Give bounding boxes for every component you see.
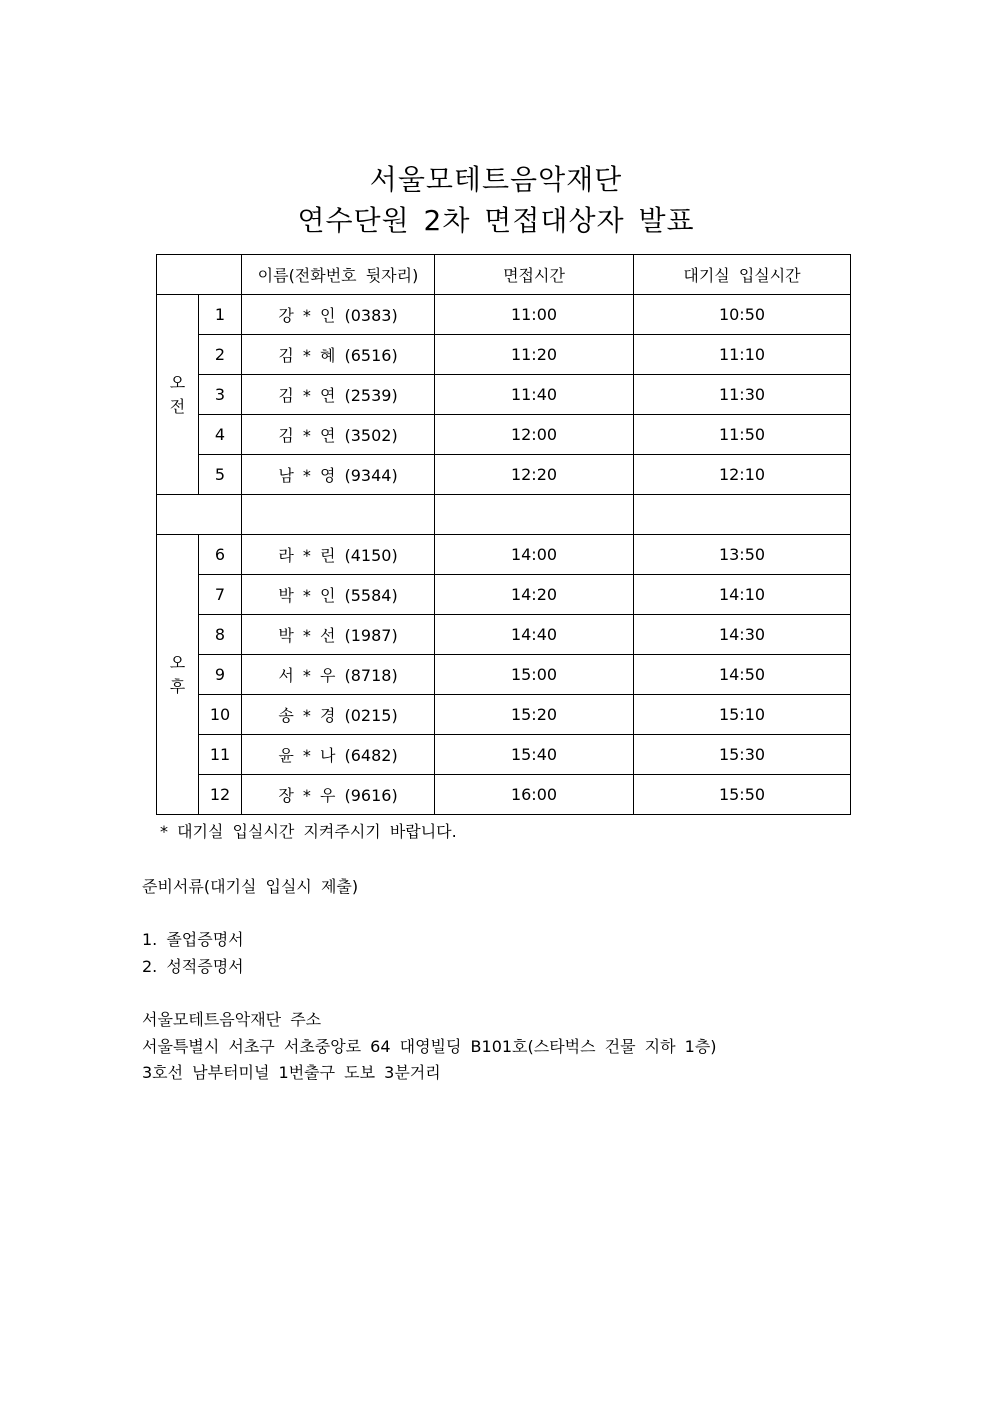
waiting-room-time: 14:50 bbox=[634, 655, 851, 695]
row-number: 4 bbox=[199, 415, 242, 455]
row-number: 11 bbox=[199, 735, 242, 775]
candidate-name: 남 * 영 (9344) bbox=[242, 455, 435, 495]
address-heading: 서울모테트음악재단 주소 bbox=[142, 1010, 322, 1029]
candidate-name: 강 * 인 (0383) bbox=[242, 295, 435, 335]
period-label-char: 후 bbox=[169, 676, 186, 696]
period-label-char: 오 bbox=[169, 372, 186, 392]
interview-time: 11:00 bbox=[435, 295, 634, 335]
header-name: 이름(전화번호 뒷자리) bbox=[242, 255, 435, 295]
documents-heading: 준비서류(대기실 입실시 제출) bbox=[142, 877, 359, 896]
candidate-name: 김 * 연 (3502) bbox=[242, 415, 435, 455]
table-row bbox=[157, 655, 851, 695]
document-subtitle: 연수단원 2차 면접대상자 발표 bbox=[297, 204, 695, 237]
row-number: 3 bbox=[199, 375, 242, 415]
table-row bbox=[157, 335, 851, 375]
candidate-name: 송 * 경 (0215) bbox=[242, 695, 435, 735]
table-row bbox=[157, 295, 851, 335]
header-interview-time: 면접시간 bbox=[435, 255, 634, 295]
candidate-name: 박 * 인 (5584) bbox=[242, 575, 435, 615]
header-period-cell bbox=[157, 255, 242, 295]
waiting-room-time: 11:30 bbox=[634, 375, 851, 415]
candidate-name: 김 * 혜 (6516) bbox=[242, 335, 435, 375]
table-row bbox=[157, 455, 851, 495]
waiting-time-note: * 대기실 입실시간 지켜주시기 바랍니다. bbox=[160, 822, 457, 841]
table-row bbox=[157, 735, 851, 775]
candidate-name: 장 * 우 (9616) bbox=[242, 775, 435, 815]
candidate-name: 라 * 린 (4150) bbox=[242, 535, 435, 575]
header-waiting-time: 대기실 입실시간 bbox=[634, 255, 851, 295]
address-line: 서울특별시 서초구 서초중앙로 64 대영빌딩 B101호(스타벅스 건물 지하 1층) bbox=[142, 1037, 717, 1056]
interview-time: 15:40 bbox=[435, 735, 634, 775]
separator-row bbox=[157, 495, 851, 535]
document-item: 1. 졸업증명서 bbox=[142, 930, 244, 949]
row-number: 8 bbox=[199, 615, 242, 655]
interview-time: 14:00 bbox=[435, 535, 634, 575]
interview-time: 15:00 bbox=[435, 655, 634, 695]
address-directions: 3호선 남부터미널 1번출구 도보 3분거리 bbox=[142, 1063, 441, 1082]
interview-schedule-table bbox=[156, 254, 851, 815]
table-row bbox=[157, 375, 851, 415]
waiting-room-time: 11:50 bbox=[634, 415, 851, 455]
candidate-name: 박 * 선 (1987) bbox=[242, 615, 435, 655]
row-number: 2 bbox=[199, 335, 242, 375]
interview-time: 16:00 bbox=[435, 775, 634, 815]
candidate-name: 서 * 우 (8718) bbox=[242, 655, 435, 695]
table-row bbox=[157, 695, 851, 735]
period-label-char: 전 bbox=[169, 396, 186, 416]
row-number: 10 bbox=[199, 695, 242, 735]
waiting-room-time: 10:50 bbox=[634, 295, 851, 335]
candidate-name: 윤 * 나 (6482) bbox=[242, 735, 435, 775]
table-row bbox=[157, 535, 851, 575]
table-row bbox=[157, 615, 851, 655]
row-number: 5 bbox=[199, 455, 242, 495]
row-number: 12 bbox=[199, 775, 242, 815]
document-item: 2. 성적증명서 bbox=[142, 957, 244, 976]
interview-time: 14:40 bbox=[435, 615, 634, 655]
row-number: 6 bbox=[199, 535, 242, 575]
interview-time: 15:20 bbox=[435, 695, 634, 735]
document-title: 서울모테트음악재단 bbox=[369, 163, 623, 196]
waiting-room-time: 13:50 bbox=[634, 535, 851, 575]
table-row bbox=[157, 575, 851, 615]
empty-cell bbox=[634, 495, 851, 535]
afternoon-period-label bbox=[157, 535, 199, 815]
morning-period-label bbox=[157, 295, 199, 495]
waiting-room-time: 14:30 bbox=[634, 615, 851, 655]
interview-time: 12:20 bbox=[435, 455, 634, 495]
table-header-row bbox=[157, 255, 851, 295]
period-label-char: 오 bbox=[169, 652, 186, 672]
table-row bbox=[157, 775, 851, 815]
waiting-room-time: 15:30 bbox=[634, 735, 851, 775]
empty-cell bbox=[242, 495, 435, 535]
interview-time: 14:20 bbox=[435, 575, 634, 615]
waiting-room-time: 15:50 bbox=[634, 775, 851, 815]
waiting-room-time: 11:10 bbox=[634, 335, 851, 375]
waiting-room-time: 12:10 bbox=[634, 455, 851, 495]
waiting-room-time: 15:10 bbox=[634, 695, 851, 735]
empty-cell bbox=[157, 495, 242, 535]
row-number: 9 bbox=[199, 655, 242, 695]
empty-cell bbox=[435, 495, 634, 535]
interview-time: 11:40 bbox=[435, 375, 634, 415]
row-number: 1 bbox=[199, 295, 242, 335]
table-row bbox=[157, 415, 851, 455]
interview-time: 11:20 bbox=[435, 335, 634, 375]
interview-time: 12:00 bbox=[435, 415, 634, 455]
candidate-name: 김 * 연 (2539) bbox=[242, 375, 435, 415]
waiting-room-time: 14:10 bbox=[634, 575, 851, 615]
row-number: 7 bbox=[199, 575, 242, 615]
